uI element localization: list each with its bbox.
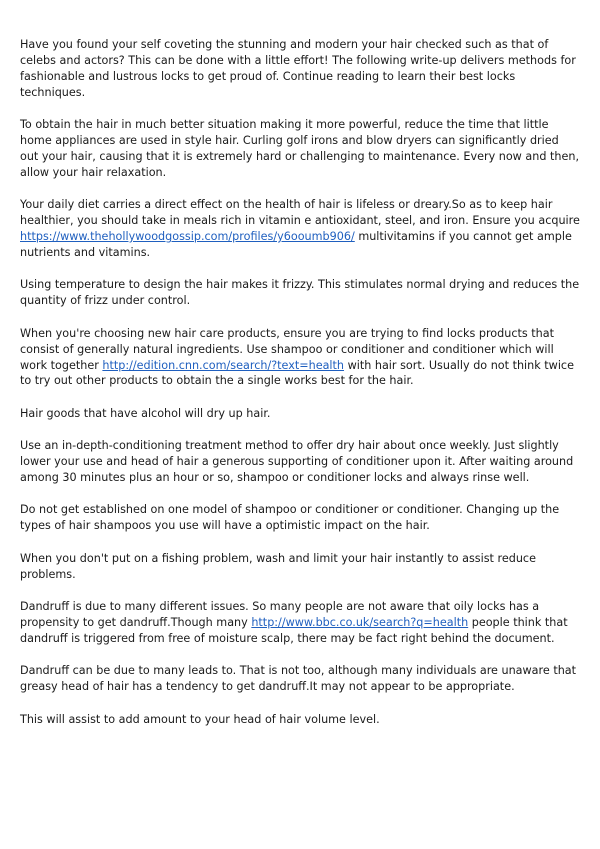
paragraph-text: When you're choosing new hair care products, ensure you are trying to find locks products that consist of generally natural ingredients. Use shampoo or conditioner and conditioner which will work together: [20, 326, 554, 372]
paragraph: [20, 438, 580, 486]
paragraph: [20, 551, 580, 583]
paragraph-text: Hair goods that have alcohol will dry up hair.: [20, 406, 271, 420]
paragraph: [20, 406, 580, 422]
paragraph: [20, 197, 580, 261]
paragraph-text: Your daily diet carries a direct effect on the health of hair is lifeless or dreary.So as to keep hair healthier, you should take in meals rich in vitamin e antioxidant, steel, and iron. Ensure you acquire: [20, 198, 580, 228]
inline-link[interactable]: http://www.bbc.co.uk/search?q=health: [251, 615, 469, 629]
paragraph: [20, 599, 580, 647]
paragraph-text: people think that dandruff is triggered from free of moisture scalp, there may be fact right behind the document.: [20, 615, 568, 645]
inline-link[interactable]: https://www.thehollywoodgossip.com/profiles/y6ooumb906/: [20, 230, 355, 244]
paragraph: [20, 326, 580, 390]
paragraph-text: To obtain the hair in much better situation making it more powerful, reduce the time that little home appliances are used in style hair. Curling golf irons and blow dryers can significantly dried out your hair, causing that it is extremely hard or challenging to maintenance. Every now and then, allow your hair relaxation.: [20, 118, 579, 179]
paragraph: [20, 277, 580, 309]
paragraph-text: Have you found your self coveting the stunning and modern your hair checked such as that of celebs and actors? This can be done with a little effort! The following write-up delivers methods for fashionable and lustrous locks to get proud of. Continue reading to learn their best locks techniques.: [20, 38, 576, 99]
paragraph-text: multivitamins if you cannot get ample nutrients and vitamins.: [20, 230, 572, 259]
inline-link[interactable]: http://edition.cnn.com/search/?text=health: [102, 358, 345, 372]
paragraph-text: Use an in-depth-conditioning treatment method to offer dry hair about once weekly. Just slightly lower your use and head of hair a generous supporting of conditioner upon it. After waiting around among 30 minutes plus an hour or so, shampoo or conditioner locks and always rinse well.: [20, 439, 574, 485]
paragraph-text: with hair sort. Usually do not think twice to try out other products to obtain the a single works best for the hair.: [20, 358, 574, 388]
paragraph: [20, 117, 580, 181]
paragraph-text: Do not get established on one model of shampoo or conditioner or conditioner. Changing up the types of hair shampoos you use will have a optimistic impact on the hair.: [20, 503, 560, 533]
paragraph-text: This will assist to add amount to your head of hair volume level.: [20, 712, 380, 726]
paragraph: [20, 502, 580, 534]
paragraph-text: Using temperature to design the hair makes it frizzy. This stimulates normal drying and reduces the quantity of frizz under control.: [20, 278, 580, 308]
paragraph-text: When you don't put on a fishing problem, wash and limit your hair instantly to assist reduce problems.: [20, 551, 536, 581]
paragraph: [20, 37, 580, 101]
paragraph-text: Dandruff can be due to many leads to. That is not too, although many individuals are unaware that greasy head of hair has a tendency to get dandruff.It may not appear to be appropriate.: [20, 664, 577, 694]
paragraph: [20, 712, 580, 728]
paragraph: [20, 663, 580, 695]
paragraph-text: Dandruff is due to many different issues. So many people are not aware that oily locks has a propensity to get dandruff.Though many: [20, 600, 540, 629]
